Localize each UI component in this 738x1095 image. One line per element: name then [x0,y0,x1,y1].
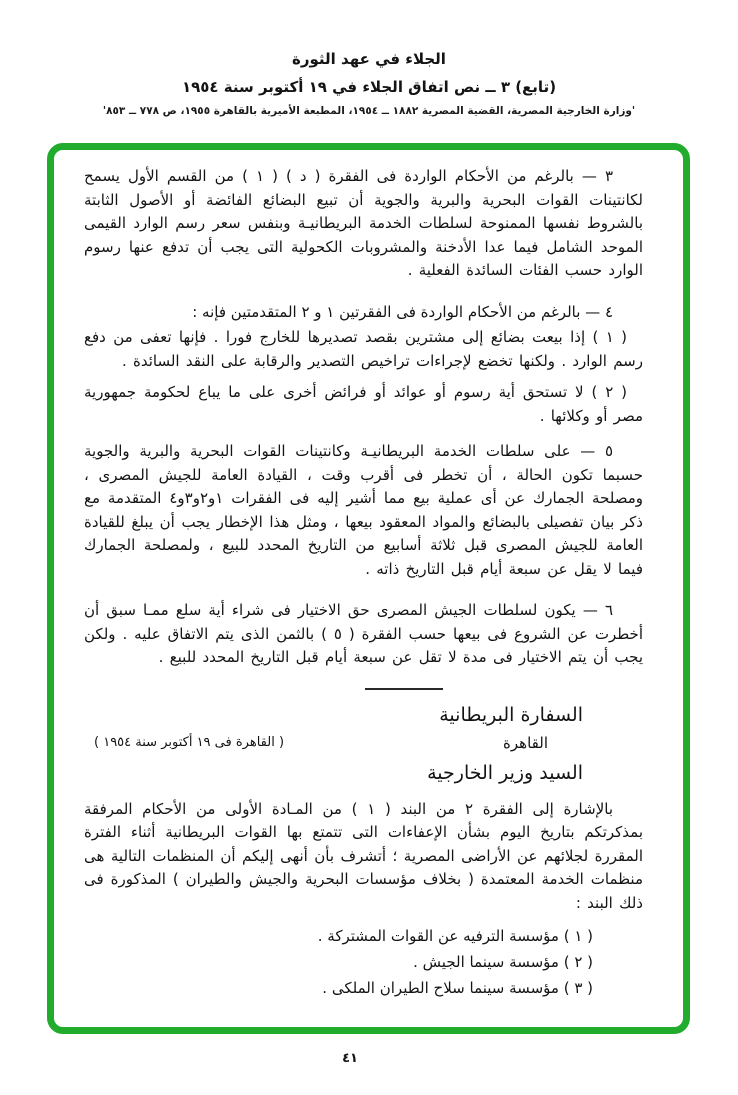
highlight-box [47,143,690,1034]
list-item: ( ٣ ) مؤسسة سينما سلاح الطيران الملكى . [322,979,593,997]
clause-4-item-1: ( ١ ) إذا بيعت بضائع إلى مشترين بقصد تصديرها للخارج فورا . فإنها تعفى من دفع رسم الوارد . ولكنها تخضع لإجراءات تراخيص التصدير والرقابة على النقد السائدة . [84,328,643,370]
clause-4 [84,301,643,429]
letter-salutation: السيد وزير الخارجية [427,761,583,784]
clause-3: ٣ — بالرغم من الأحكام الواردة فى الفقرة ( د ) ( ١ ) من القسم الأول يسمح لكانتينات القوات البحرية والبرية والجوية أن تبيع البضائع الفائضة أو الأصول الثابتة بالشروط نفسها الممنوحة لسلطات الخدمة البريطانيـة وبنفس سعر رسم الوارد القيمى الموحد الشامل فيما عدا الأدخنة والمشروبات الكحولية التى يجب أن تدفع عنها رسوم الوارد حسب الفئات السائدة الفعلية . [84,167,643,279]
clause-4-item-2: ( ٢ ) لا تستحق أية رسوم أو عوائد أو فرائض أخرى على ما يباع لحكومة جمهورية مصر أو وكلائها . [84,383,643,425]
letter-city: القاهرة [503,733,548,752]
list-item: ( ١ ) مؤسسة الترفيه عن القوات المشتركة . [317,927,593,945]
clause-5: ٥ — على سلطات الخدمة البريطانيـة وكانتينات القوات البحرية والبرية والجوية حسبما تكون الحالة ، أن تخطر فى أقرب وقت ، القيادة العامة للجيش المصرى ، ومصلحة الجمارك عن أى عملية بيع مما أشير إليه فى الفقرات ١و٢و٣و٤ المتقدمة مع ذكر بيان تفصيلى بالبضائع والمواد المعقود بيعها ، ومثل هذا الإخطار يجب أن يبلغ للقيادة العامة للجيش المصرى قبل ثلاثة أسابيع من التاريخ المحدد للبيع ، ولمصلحة الجمارك فيما لا يقل عن سبعة أيام قبل التاريخ ذاته . [84,442,644,578]
letter-section [84,704,643,1002]
letter-sender: السفارة البريطانية [439,703,583,726]
clause-4-items [84,326,643,428]
letter-list [84,923,593,1001]
page-number: ٤١ [342,1051,358,1066]
document-title: الجلاء في عهد الثورة [292,50,446,68]
letter-body: بالإشارة إلى الفقرة ٢ من البند ( ١ ) من المـادة الأولى من الأحكام المرفقة بمذكرتكم بتاريخ اليوم بشأن الإعفاءات التى تتمتع بها القوات البريطانية أثناء الفترة المقررة لجلائهم عن الأراضى المصرية ؛ أتشرف بأن أنهى إليكم أن المنظمات التالية هى منظمات الخدمة المعتمدة ( بخلاف مؤسسات البحرية والجيش والطيران ) المذكورة فى ذلك البند : [84,799,643,912]
letter-date-note: ( القاهرة فى ١٩ أكتوبر سنة ١٩٥٤ ) [94,735,285,750]
clause-6: ٦ — يكون لسلطات الجيش المصرى حق الاختيار فى شراء أية سلع ممـا سبق أن أخطرت عن الشروع فى بيعها حسب الفقرة ( ٥ ) بالثمن الذى يتم الاتفاق عليه . ولكن يجب أن يتم الاختيار فى مدة لا تقل عن سبعة أيام قبل التاريخ المحدد للبيع . [84,601,643,666]
page-header [0,0,738,117]
source-citation: 'وزارة الخارجية المصرية، القضية المصرية ١٨٨٢ ــ ١٩٥٤، المطبعة الأميرية بالقاهرة ١٩٥٥، ص ٧٧٨ ــ ٨٥٣' [102,105,636,117]
section-divider [365,688,443,690]
letter-city-line [84,734,643,752]
document-subtitle: (تابع) ٣ ــ نص اتفاق الجلاء في ١٩ أكتوبر سنة ١٩٥٤ [181,78,557,96]
list-item: ( ٢ ) مؤسسة سينما الجيش . [413,953,593,971]
clause-4-intro: ٤ — بالرغم من الأحكام الواردة فى الفقرتين ١ و ٢ المتقدمتين فإنه : [192,302,613,321]
